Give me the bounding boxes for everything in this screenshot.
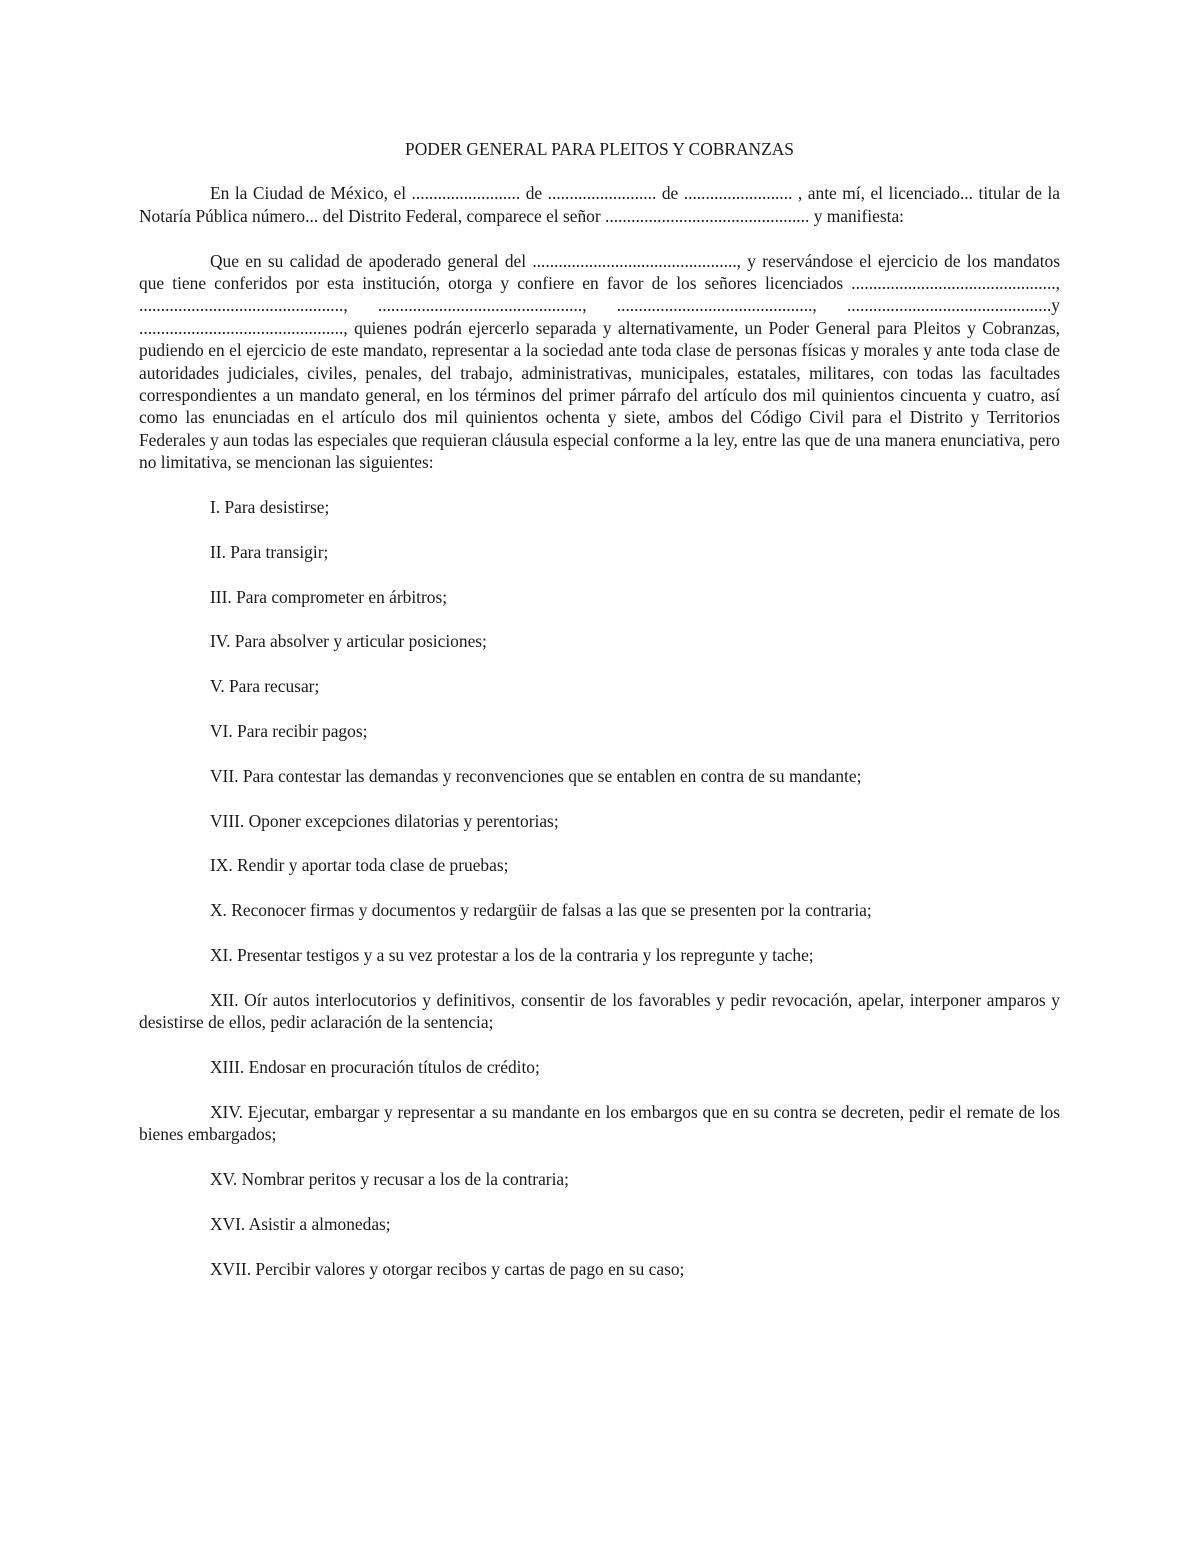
grant-paragraph: Que en su calidad de apoderado general del ..............................................., y reservándose el ejercicio de los mandatos que tiene conferidos por esta institución, otorga y confiere en favor de los señores licenciados ..............................................., ..............................................., ..............................................., ............................................., ...............................................y ..............................................., quienes podrán ejercerlo separada y alternativamente, un Poder General para Pleitos y Cobranzas, pudiendo en el ejercicio de este mandato, representar a la sociedad ante toda clase de personas físicas y morales y ante toda clase de autoridades judiciales, civiles, penales, del trabajo, administrativas, municipales, estatales, militares, con todas las facultades correspondientes a un mandato general, en los términos del primer párrafo del artículo dos mil quinientos cincuenta y cuatro, así como las enunciadas en el artículo dos mil quinientos ochenta y siete, ambos del Código Civil para el Distrito y Territorios Federales y aun todas las especiales que requieran cláusula especial conforme a la ley, entre las que de una manera enunciativa, pero no limitativa, se mencionan las siguientes:	[139, 250, 1060, 473]
list-item: I. Para desistirse;	[210, 497, 330, 518]
document-title: PODER GENERAL PARA PLEITOS Y COBRANZAS	[405, 139, 794, 159]
list-item: III. Para comprometer en árbitros;	[210, 586, 448, 607]
list-item: V. Para recusar;	[210, 676, 320, 697]
intro-paragraph: En la Ciudad de México, el ......................... de ......................... de ......................... , ante mí, el licenciado... titular de la Notaría Pública número... del Distrito Federal, comparece el señor ............................................... y manifiesta:	[139, 183, 1060, 226]
list-item: IV. Para absolver y articular posiciones;	[210, 631, 487, 652]
list-item: VI. Para recibir pagos;	[210, 721, 368, 742]
list-item: XVI. Asistir a almonedas;	[210, 1213, 391, 1234]
document-body	[139, 138, 1060, 1302]
list-item: XIV. Ejecutar, embargar y representar a su mandante en los embargos que en su contra se decreten, pedir el remate de los bienes embargados;	[139, 1101, 1060, 1145]
list-item: XIII. Endosar en procuración títulos de crédito;	[210, 1057, 540, 1078]
list-item: XVII. Percibir valores y otorgar recibos y cartas de pago en su caso;	[210, 1258, 685, 1279]
list-item: XV. Nombrar peritos y recusar a los de la contraria;	[210, 1169, 569, 1190]
list-item: IX. Rendir y aportar toda clase de pruebas;	[210, 855, 509, 876]
list-item: X. Reconocer firmas y documentos y redargüir de falsas a las que se presenten por la contraria;	[210, 900, 872, 921]
list-item: VII. Para contestar las demandas y reconvenciones que se entablen en contra de su mandante;	[210, 765, 862, 786]
list-item: II. Para transigir;	[210, 541, 329, 562]
list-item: VIII. Oponer excepciones dilatorias y perentorias;	[210, 810, 559, 831]
list-item: XII. Oír autos interlocutorios y definitivos, consentir de los favorables y pedir revocación, apelar, interponer amparos y desistirse de ellos, pedir aclaración de la sentencia;	[139, 989, 1060, 1033]
list-item: XI. Presentar testigos y a su vez protestar a los de la contraria y los repregunte y tache;	[210, 945, 814, 966]
